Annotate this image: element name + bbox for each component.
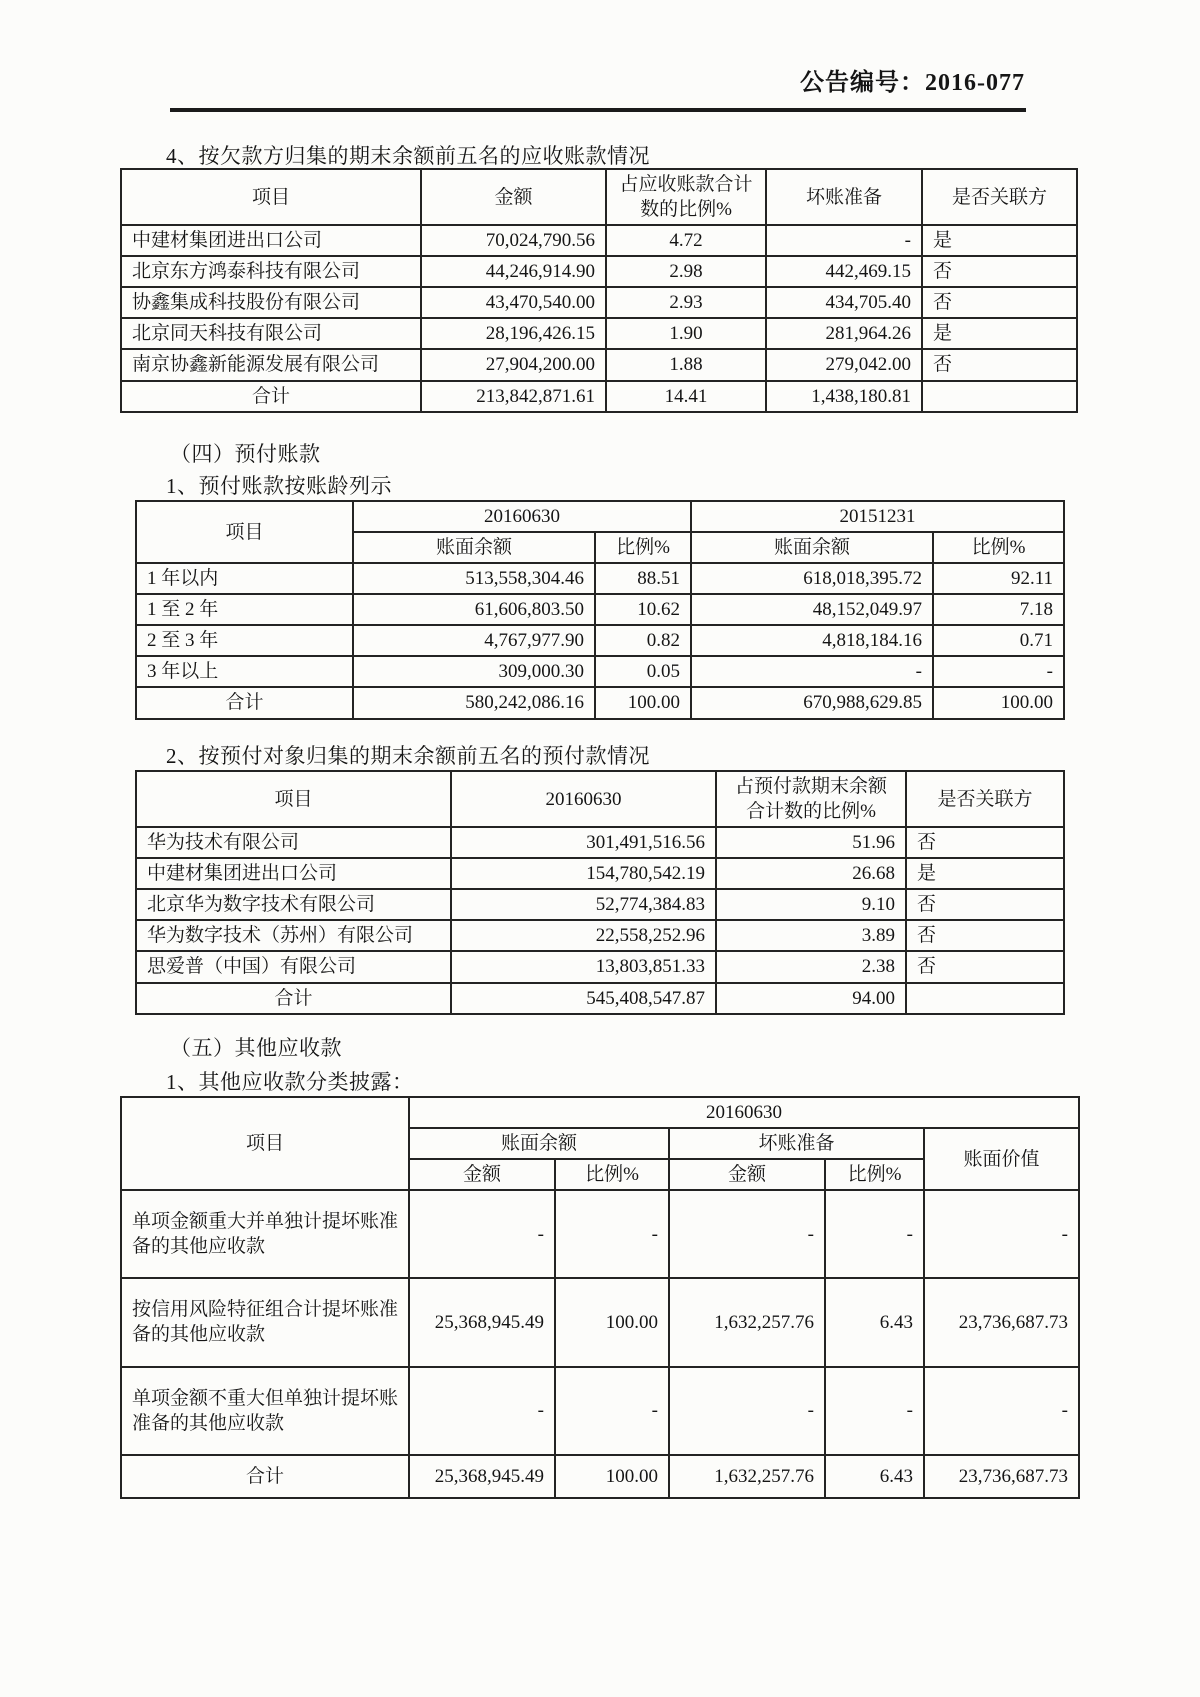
cell-balance-2015: 48,152,049.97 bbox=[691, 594, 933, 625]
cell-item: 北京同天科技有限公司 bbox=[121, 318, 421, 349]
cell-aging: 1 年以内 bbox=[136, 563, 353, 594]
table-row bbox=[121, 225, 1077, 256]
prepayments-aging-table bbox=[135, 500, 1065, 720]
cell-balance-2016: 513,558,304.46 bbox=[353, 563, 595, 594]
table-row bbox=[121, 1190, 1079, 1278]
cell-related-party: 否 bbox=[922, 287, 1077, 318]
cell-related-party bbox=[906, 983, 1064, 1014]
col-header-item: 项目 bbox=[121, 1097, 409, 1190]
table-row bbox=[121, 1278, 1079, 1366]
cell-ratio-2016: 0.82 bbox=[595, 625, 691, 656]
table-row bbox=[121, 318, 1077, 349]
cell-item: 中建材集团进出口公司 bbox=[136, 858, 451, 889]
section-title-prepayments-top5: 2、按预付对象归集的期末余额前五名的预付款情况 bbox=[166, 744, 650, 768]
cell-provision-ratio: - bbox=[825, 1190, 924, 1278]
table-row bbox=[121, 287, 1077, 318]
cell-provision-ratio: 6.43 bbox=[825, 1455, 924, 1498]
table-header-row bbox=[136, 501, 1064, 532]
cell-amount: 213,842,871.61 bbox=[421, 381, 606, 412]
col-header-ratio: 占预付款期末余额合计数的比例% bbox=[716, 771, 906, 827]
section-title-receivables-top5: 4、按欠款方归集的期末余额前五名的应收账款情况 bbox=[166, 144, 650, 168]
table-header-row bbox=[121, 1097, 1079, 1128]
cell-balance-2015: 618,018,395.72 bbox=[691, 563, 933, 594]
cell-ratio-2015: 0.71 bbox=[933, 625, 1064, 656]
cell-total-label: 合计 bbox=[136, 687, 353, 718]
cell-aging: 3 年以上 bbox=[136, 656, 353, 687]
section-title-other-receivables: （五）其他应收款 bbox=[170, 1036, 342, 1060]
cell-bad-debt: 279,042.00 bbox=[766, 349, 922, 380]
cell-ratio-2015: 92.11 bbox=[933, 563, 1064, 594]
cell-related-party: 否 bbox=[922, 349, 1077, 380]
cell-ratio: 2.38 bbox=[716, 951, 906, 982]
table-row bbox=[121, 1367, 1079, 1455]
cell-ratio-2016: 88.51 bbox=[595, 563, 691, 594]
cell-item: 单项金额不重大但单独计提坏账准备的其他应收款 bbox=[121, 1367, 409, 1455]
table-row bbox=[136, 889, 1064, 920]
cell-amount: 13,803,851.33 bbox=[451, 951, 716, 982]
cell-ratio-2015: - bbox=[933, 656, 1064, 687]
cell-provision-amount: - bbox=[669, 1190, 825, 1278]
cell-item: 思爱普（中国）有限公司 bbox=[136, 951, 451, 982]
col-header-amount: 金额 bbox=[421, 169, 606, 225]
cell-item: 北京东方鸿泰科技有限公司 bbox=[121, 256, 421, 287]
prepayments-top5-table bbox=[135, 770, 1065, 1015]
cell-ratio: 2.93 bbox=[606, 287, 766, 318]
col-header-provision-ratio: 比例% bbox=[825, 1159, 924, 1190]
cell-ratio: 1.90 bbox=[606, 318, 766, 349]
table-row bbox=[136, 858, 1064, 889]
col-header-20160630: 20160630 bbox=[409, 1097, 1079, 1128]
col-header-balance-ratio: 比例% bbox=[555, 1159, 669, 1190]
cell-amount: 22,558,252.96 bbox=[451, 920, 716, 951]
cell-related-party: 否 bbox=[906, 920, 1064, 951]
cell-balance-amount: - bbox=[409, 1190, 555, 1278]
cell-item: 南京协鑫新能源发展有限公司 bbox=[121, 349, 421, 380]
cell-amount: 70,024,790.56 bbox=[421, 225, 606, 256]
total-row bbox=[136, 983, 1064, 1014]
col-header-provision-group: 坏账准备 bbox=[669, 1128, 924, 1159]
cell-item: 北京华为数字技术有限公司 bbox=[136, 889, 451, 920]
cell-ratio-2016: 0.05 bbox=[595, 656, 691, 687]
cell-ratio: 51.96 bbox=[716, 827, 906, 858]
cell-bad-debt: 434,705.40 bbox=[766, 287, 922, 318]
other-receivables-classification-table bbox=[120, 1096, 1080, 1499]
cell-total-label: 合计 bbox=[136, 983, 451, 1014]
cell-ratio: 14.41 bbox=[606, 381, 766, 412]
section-title-prepayments: （四）预付账款 bbox=[170, 442, 321, 466]
receivables-top5-table bbox=[120, 168, 1078, 413]
cell-ratio: 26.68 bbox=[716, 858, 906, 889]
cell-balance-ratio: 100.00 bbox=[555, 1455, 669, 1498]
cell-balance-2016: 309,000.30 bbox=[353, 656, 595, 687]
cell-item: 按信用风险特征组合计提坏账准备的其他应收款 bbox=[121, 1278, 409, 1366]
doc-number: 公告编号：2016-077 bbox=[800, 70, 1025, 96]
col-header-20160630: 20160630 bbox=[451, 771, 716, 827]
cell-amount: 28,196,426.15 bbox=[421, 318, 606, 349]
col-header-item: 项目 bbox=[136, 501, 353, 563]
col-header-provision-amount: 金额 bbox=[669, 1159, 825, 1190]
col-header-ratio-2016: 比例% bbox=[595, 532, 691, 563]
cell-balance-ratio: - bbox=[555, 1190, 669, 1278]
cell-related-party bbox=[922, 381, 1077, 412]
cell-amount: 44,246,914.90 bbox=[421, 256, 606, 287]
cell-aging: 2 至 3 年 bbox=[136, 625, 353, 656]
section-title-other-receivables-disclosure: 1、其他应收款分类披露： bbox=[166, 1070, 414, 1094]
cell-balance-ratio: - bbox=[555, 1367, 669, 1455]
cell-related-party: 否 bbox=[906, 951, 1064, 982]
cell-amount: 545,408,547.87 bbox=[451, 983, 716, 1014]
col-header-balance-2015: 账面余额 bbox=[691, 532, 933, 563]
cell-ratio-2015: 7.18 bbox=[933, 594, 1064, 625]
cell-amount: 301,491,516.56 bbox=[451, 827, 716, 858]
total-row bbox=[136, 687, 1064, 718]
section-title-prepayments-aging: 1、预付账款按账龄列示 bbox=[166, 474, 392, 498]
cell-ratio-2015: 100.00 bbox=[933, 687, 1064, 718]
cell-bad-debt: 442,469.15 bbox=[766, 256, 922, 287]
cell-provision-amount: - bbox=[669, 1367, 825, 1455]
cell-balance-2015: 670,988,629.85 bbox=[691, 687, 933, 718]
table-header-row bbox=[121, 169, 1077, 225]
col-header-balance-amount: 金额 bbox=[409, 1159, 555, 1190]
table-row bbox=[136, 951, 1064, 982]
cell-balance-2016: 61,606,803.50 bbox=[353, 594, 595, 625]
cell-item: 中建材集团进出口公司 bbox=[121, 225, 421, 256]
cell-related-party: 否 bbox=[906, 889, 1064, 920]
cell-provision-amount: 1,632,257.76 bbox=[669, 1278, 825, 1366]
col-header-20151231: 20151231 bbox=[691, 501, 1064, 532]
cell-balance-2016: 4,767,977.90 bbox=[353, 625, 595, 656]
cell-aging: 1 至 2 年 bbox=[136, 594, 353, 625]
cell-ratio: 9.10 bbox=[716, 889, 906, 920]
cell-related-party: 是 bbox=[922, 318, 1077, 349]
cell-book-value: 23,736,687.73 bbox=[924, 1278, 1079, 1366]
cell-ratio: 3.89 bbox=[716, 920, 906, 951]
cell-item: 协鑫集成科技股份有限公司 bbox=[121, 287, 421, 318]
cell-provision-ratio: 6.43 bbox=[825, 1278, 924, 1366]
table-row bbox=[136, 563, 1064, 594]
table-row bbox=[121, 349, 1077, 380]
cell-book-value: - bbox=[924, 1190, 1079, 1278]
col-header-related-party: 是否关联方 bbox=[922, 169, 1077, 225]
cell-provision-ratio: - bbox=[825, 1367, 924, 1455]
cell-balance-amount: 25,368,945.49 bbox=[409, 1455, 555, 1498]
col-header-ratio-2015: 比例% bbox=[933, 532, 1064, 563]
col-header-related-party: 是否关联方 bbox=[906, 771, 1064, 827]
col-header-20160630: 20160630 bbox=[353, 501, 691, 532]
cell-ratio-2016: 10.62 bbox=[595, 594, 691, 625]
cell-balance-ratio: 100.00 bbox=[555, 1278, 669, 1366]
cell-ratio-2016: 100.00 bbox=[595, 687, 691, 718]
table-row bbox=[136, 827, 1064, 858]
cell-bad-debt: 281,964.26 bbox=[766, 318, 922, 349]
cell-book-value: - bbox=[924, 1367, 1079, 1455]
table-header-row bbox=[136, 771, 1064, 827]
cell-bad-debt: - bbox=[766, 225, 922, 256]
cell-related-party: 否 bbox=[922, 256, 1077, 287]
cell-related-party: 是 bbox=[922, 225, 1077, 256]
table-row bbox=[136, 920, 1064, 951]
cell-item: 单项金额重大并单独计提坏账准备的其他应收款 bbox=[121, 1190, 409, 1278]
cell-item: 华为技术有限公司 bbox=[136, 827, 451, 858]
cell-item: 华为数字技术（苏州）有限公司 bbox=[136, 920, 451, 951]
col-header-book-value: 账面价值 bbox=[924, 1128, 1079, 1190]
cell-balance-2015: 4,818,184.16 bbox=[691, 625, 933, 656]
cell-amount: 52,774,384.83 bbox=[451, 889, 716, 920]
cell-amount: 43,470,540.00 bbox=[421, 287, 606, 318]
cell-bad-debt: 1,438,180.81 bbox=[766, 381, 922, 412]
cell-total-label: 合计 bbox=[121, 1455, 409, 1498]
cell-ratio: 94.00 bbox=[716, 983, 906, 1014]
table-row bbox=[136, 656, 1064, 687]
table-row bbox=[136, 594, 1064, 625]
cell-amount: 154,780,542.19 bbox=[451, 858, 716, 889]
cell-total-label: 合计 bbox=[121, 381, 421, 412]
cell-amount: 27,904,200.00 bbox=[421, 349, 606, 380]
cell-ratio: 4.72 bbox=[606, 225, 766, 256]
cell-related-party: 是 bbox=[906, 858, 1064, 889]
cell-balance-amount: - bbox=[409, 1367, 555, 1455]
cell-ratio: 2.98 bbox=[606, 256, 766, 287]
cell-balance-2015: - bbox=[691, 656, 933, 687]
table-row bbox=[136, 625, 1064, 656]
col-header-ratio: 占应收账款合计数的比例% bbox=[606, 169, 766, 225]
col-header-bad-debt: 坏账准备 bbox=[766, 169, 922, 225]
col-header-balance-group: 账面余额 bbox=[409, 1128, 669, 1159]
cell-balance-amount: 25,368,945.49 bbox=[409, 1278, 555, 1366]
cell-book-value: 23,736,687.73 bbox=[924, 1455, 1079, 1498]
col-header-item: 项目 bbox=[136, 771, 451, 827]
cell-provision-amount: 1,632,257.76 bbox=[669, 1455, 825, 1498]
cell-related-party: 否 bbox=[906, 827, 1064, 858]
total-row bbox=[121, 381, 1077, 412]
header-rule bbox=[170, 108, 1026, 112]
table-row bbox=[121, 256, 1077, 287]
cell-ratio: 1.88 bbox=[606, 349, 766, 380]
total-row bbox=[121, 1455, 1079, 1498]
cell-balance-2016: 580,242,086.16 bbox=[353, 687, 595, 718]
col-header-balance-2016: 账面余额 bbox=[353, 532, 595, 563]
col-header-item: 项目 bbox=[121, 169, 421, 225]
